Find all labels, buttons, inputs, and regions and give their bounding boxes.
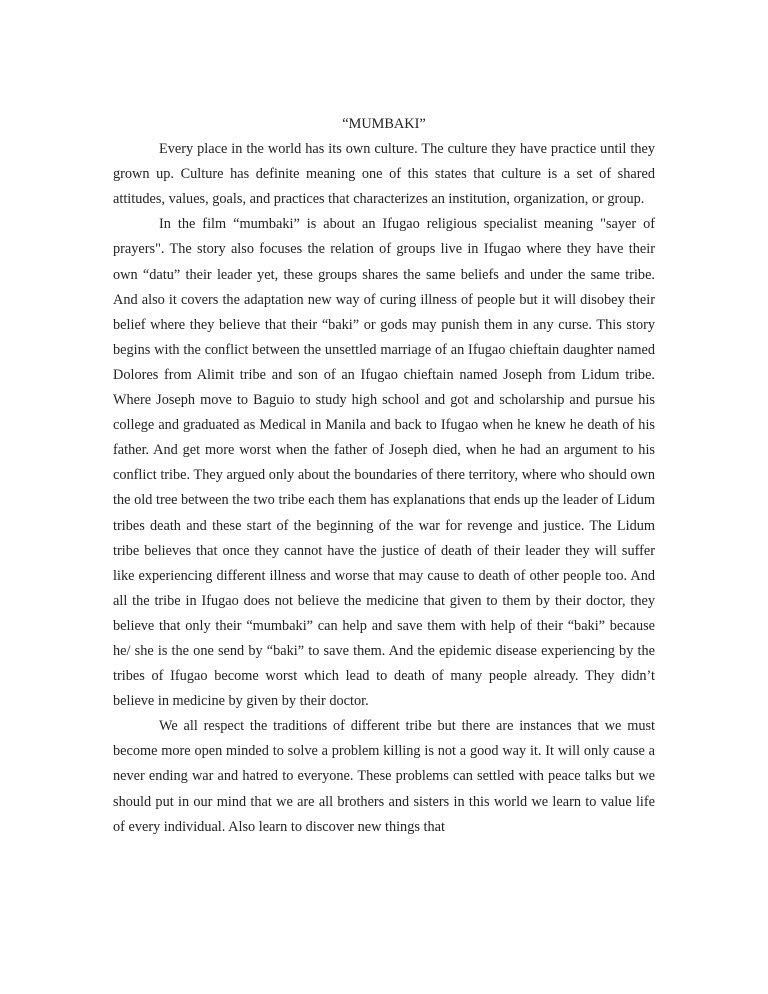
document-title: “MUMBAKI” <box>342 116 426 132</box>
paragraph-reflection: We all respect the traditions of different tribe but there are instances that we must become more open minded to solve a problem killing is not a good way it. It will only cause a never ending war and hatred to everyone. These problems can settled with peace talks but we should put in our mind that we are all brothers and sisters in this world we learn to value life of every individual. Also learn to discover new things that <box>113 718 655 835</box>
document-body <box>113 112 655 840</box>
paragraph-intro: Every place in the world has its own culture. The culture they have practice until they grown up. Culture has definite meaning one of this states that culture is a set of shared attitudes, values, goals, and practices that characterizes an institution, organization, or group. <box>113 141 655 208</box>
paragraph-film-summary: In the film “mumbaki” is about an Ifugao religious specialist meaning "sayer of prayers". The story also focuses the relation of groups live in Ifugao where they have their own “datu” their leader yet, these groups shares the same beliefs and under the same tribe. And also it covers the adaptation new way of curing illness of people but it will disobey their belief where they believe that their “baki” or gods may punish them in any curse. This story begins with the conflict between the unsettled marriage of an Ifugao chieftain daughter named Dolores from Alimit tribe and son of an Ifugao chieftain named Joseph from Lidum tribe. Where Joseph move to Baguio to study high school and got and scholarship and pursue his college and graduated as Medical in Manila and back to Ifugao when he knew he death of his father. And get more worst when the father of Joseph died, when he had an argument to his conflict tribe. They argued only about the boundaries of there territory, where who should own the old tree between the two tribe each them has explanations that ends up the leader of Lidum tribes death and these start of the beginning of the war for revenge and justice. The Lidum tribe believes that once they cannot have the justice of death of their leader they will suffer like experiencing different illness and worse that may cause to death of other people too. And all the tribe in Ifugao does not believe the medicine that given to them by their doctor, they believe that only their “mumbaki” can help and save them with help of their “baki” because he/ she is the one send by “baki” to save them. And the epidemic disease experiencing by the tribes of Ifugao become worst which lead to death of many people already. They didn’t believe in medicine by given by their doctor. <box>113 216 655 710</box>
